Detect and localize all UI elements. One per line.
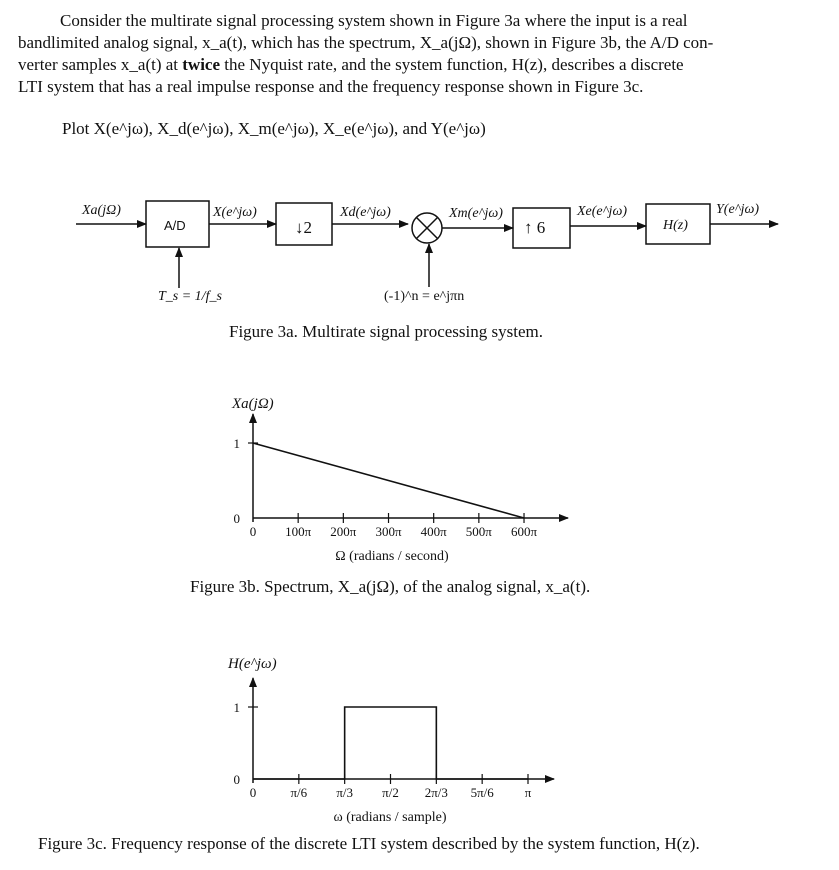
problem-line-2: bandlimited analog signal, x_a(t), which has the spectrum, X_a(jΩ), shown in Figure 3b, the A/D con- [18, 33, 714, 52]
problem-line-3a: verter samples x_a(t) at [18, 55, 183, 74]
y-label: Y(e^jω) [716, 202, 760, 217]
y-tick-label: 1 [233, 436, 240, 451]
x-tick-label: 2π/3 [424, 785, 448, 800]
ts-label: T_s = 1/f_s [158, 289, 222, 304]
problem-line-3b: the Nyquist rate, and the system function, H(z), describes a discrete [220, 55, 684, 74]
xd-label: Xd(e^jω) [340, 205, 391, 220]
plot-instruction: Plot X(e^jω), X_d(e^jω), X_m(e^jω), X_e(e^jω), and Y(e^jω) [62, 119, 486, 138]
data-line [253, 707, 528, 779]
ad-label: A/D [164, 218, 186, 233]
y-tick-label: 0 [233, 772, 240, 787]
xm-label: Xm(e^jω) [449, 206, 503, 221]
x-tick-label: 0 [249, 785, 257, 800]
x-tick-label: π [524, 785, 532, 800]
x-axis-label: Ω (radians / second) [335, 549, 449, 564]
x-tick-label: π/3 [336, 785, 354, 800]
data-line [253, 443, 524, 518]
problem-line-3-bold: twice [182, 55, 221, 74]
h-label: H(z) [663, 218, 688, 233]
figure-3a-caption: Figure 3a. Multirate signal processing system. [229, 322, 543, 341]
x-tick-label: 5π/6 [470, 785, 494, 800]
figure-3c-caption: Figure 3c. Frequency response of the discrete LTI system described by the system function, H(z). [38, 834, 700, 853]
figure-3c-plot [227, 656, 554, 825]
y-axis-label: Xa(jΩ) [232, 396, 274, 412]
figure-3a-diagram [76, 201, 778, 288]
input-label: Xa(jΩ) [82, 203, 121, 218]
upsample-label: ↑ 6 [524, 218, 546, 237]
x-tick-label: 300π [375, 524, 402, 539]
figure-3b-plot [231, 396, 568, 564]
figure-3a-labels [81, 202, 759, 304]
downsample-label: ↓2 [295, 218, 312, 237]
x-tick-label: π/6 [290, 785, 308, 800]
modulation-label: (-1)^n = e^jπn [384, 289, 465, 304]
y-tick-label: 0 [233, 511, 240, 526]
y-tick-label: 1 [233, 700, 240, 715]
x-tick-label: 500π [465, 524, 492, 539]
xe-label: Xe(e^jω) [577, 204, 627, 219]
y-axis-label: H(e^jω) [228, 656, 277, 672]
x-tick-label: 400π [420, 524, 447, 539]
x-tick-label: π/2 [382, 785, 399, 800]
problem-line-1: Consider the multirate signal processing system shown in Figure 3a where the input is a real [60, 11, 688, 30]
x-tick-label: 600π [510, 524, 538, 539]
x-tick-label: 100π [285, 524, 312, 539]
problem-line-4: LTI system that has a real impulse response and the frequency response shown in Figure 3c. [18, 77, 644, 96]
x-tick-label: 200π [330, 524, 357, 539]
x-axis-label: ω (radians / sample) [333, 810, 447, 825]
figure-3b-caption: Figure 3b. Spectrum, X_a(jΩ), of the analog signal, x_a(t). [190, 577, 591, 596]
x-label: X(e^jω) [213, 205, 257, 220]
x-tick-label: 0 [249, 524, 257, 539]
